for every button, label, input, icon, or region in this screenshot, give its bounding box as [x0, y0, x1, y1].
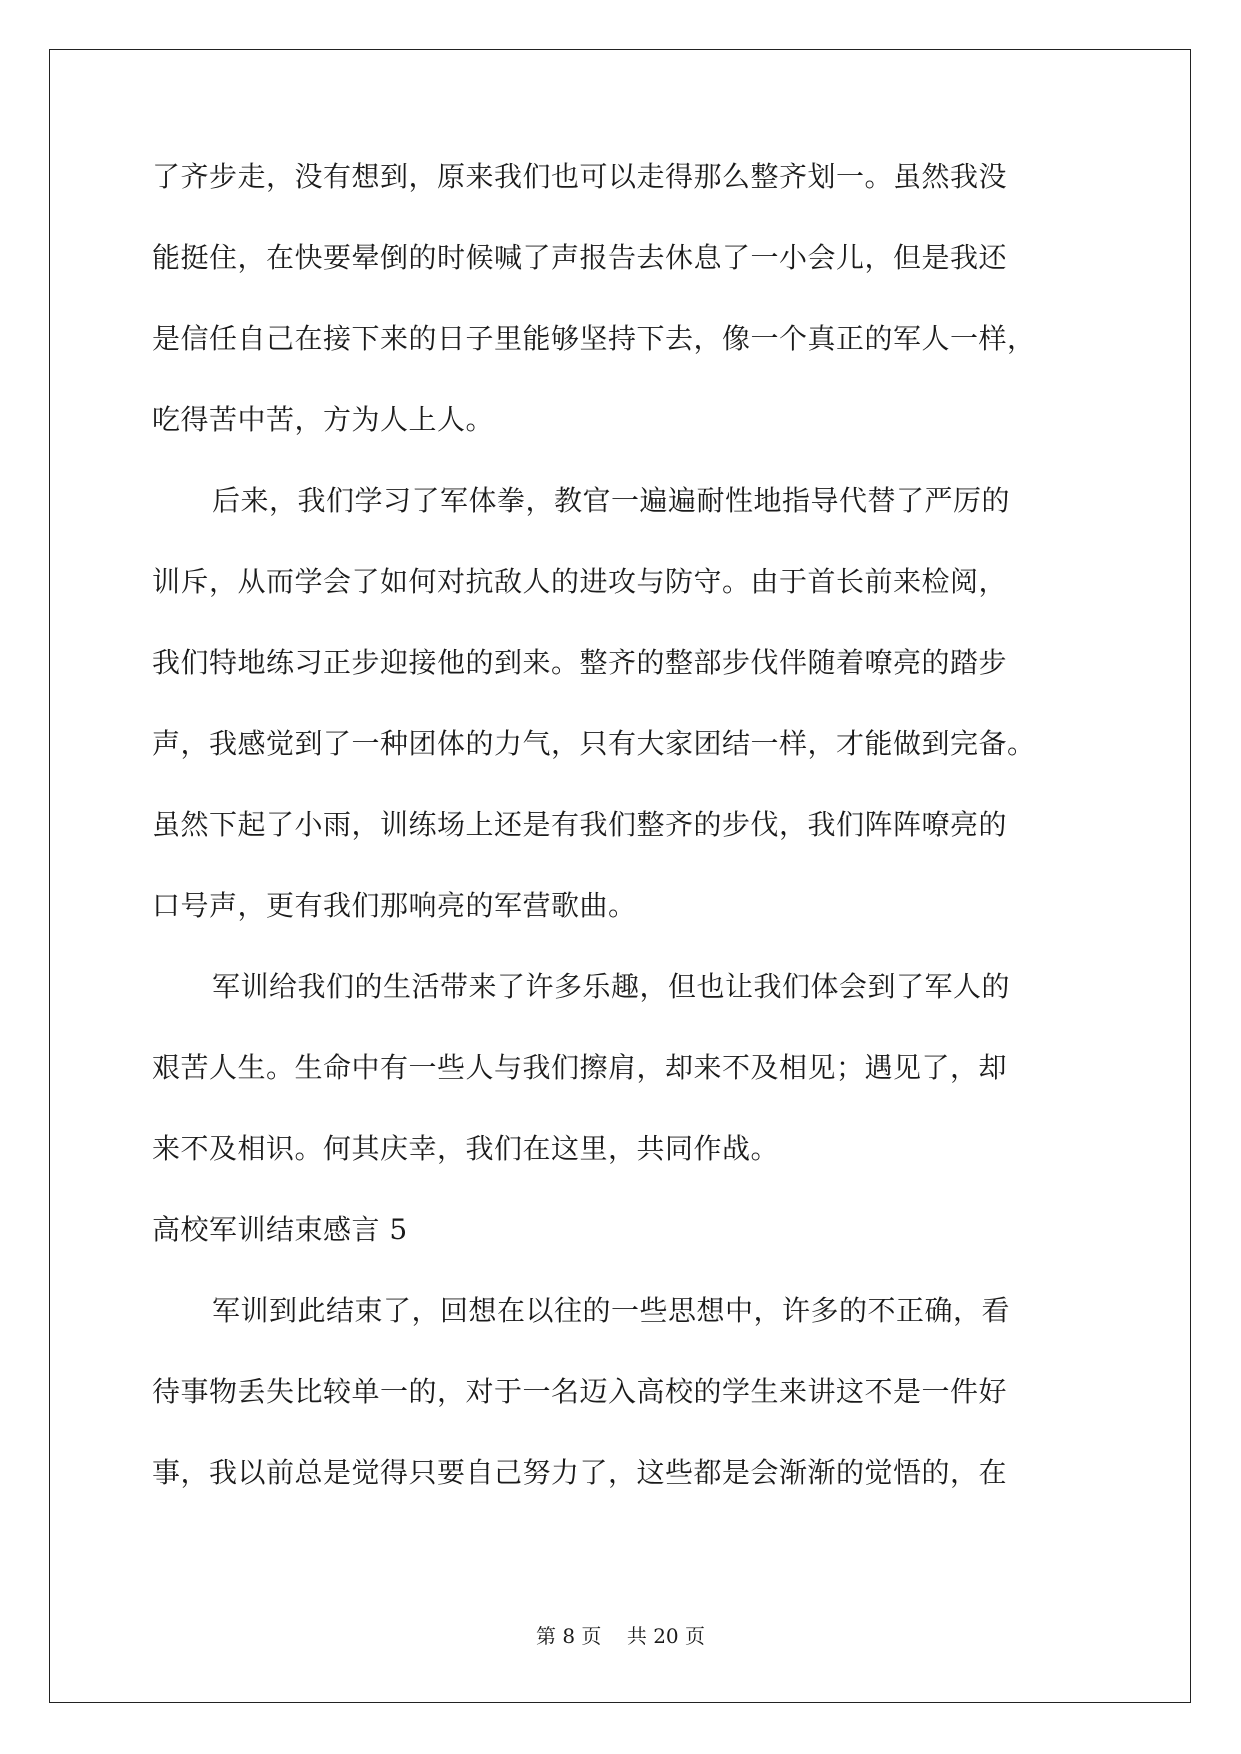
section-heading: 高校军训结束感言 5	[152, 1213, 408, 1246]
paragraph-line: 来不及相识。何其庆幸，我们在这里，共同作战。	[152, 1132, 780, 1165]
paragraph-line: 声，我感觉到了一种团体的力气，只有大家团结一样，才能做到完备。	[152, 727, 1036, 760]
paragraph-line: 口号声，更有我们那响亮的军营歌曲。	[152, 889, 637, 922]
paragraph-line: 虽然下起了小雨，训练场上还是有我们整齐的步伐，我们阵阵嘹亮的	[152, 808, 1008, 841]
paragraph-line: 是信任自己在接下来的日子里能够坚持下去，像一个真正的军人一样，	[152, 322, 1036, 355]
document-body	[152, 160, 1092, 1537]
paragraph-line: 事，我以前总是觉得只要自己努力了，这些都是会渐渐的觉悟的，在	[152, 1456, 1008, 1489]
paragraph-line: 吃得苦中苦，方为人上人。	[152, 403, 495, 436]
paragraph-line: 能挺住，在快要晕倒的时候喊了声报告去休息了一小会儿，但是我还	[152, 241, 1008, 274]
paragraph-line: 艰苦人生。生命中有一些人与我们擦肩，却来不及相见；遇见了，却	[152, 1051, 1008, 1084]
paragraph-line: 后来，我们学习了军体拳，教官一遍遍耐性地指导代替了严厉的	[212, 484, 1011, 517]
paragraph-line: 军训到此结束了，回想在以往的一些思想中，许多的不正确，看	[212, 1294, 1011, 1327]
paragraph-line: 我们特地练习正步迎接他的到来。整齐的整部步伐伴随着嘹亮的踏步	[152, 646, 1008, 679]
paragraph-line: 军训给我们的生活带来了许多乐趣，但也让我们体会到了军人的	[212, 970, 1011, 1003]
paragraph-line: 了齐步走，没有想到，原来我们也可以走得那么整齐划一。虽然我没	[152, 160, 1008, 193]
paragraph-line: 待事物丢失比较单一的，对于一名迈入高校的学生来讲这不是一件好	[152, 1375, 1008, 1408]
page-number: 第 8 页 共 20 页	[535, 1624, 706, 1648]
paragraph-line: 训斥，从而学会了如何对抗敌人的进攻与防守。由于首长前来检阅，	[152, 565, 1008, 598]
